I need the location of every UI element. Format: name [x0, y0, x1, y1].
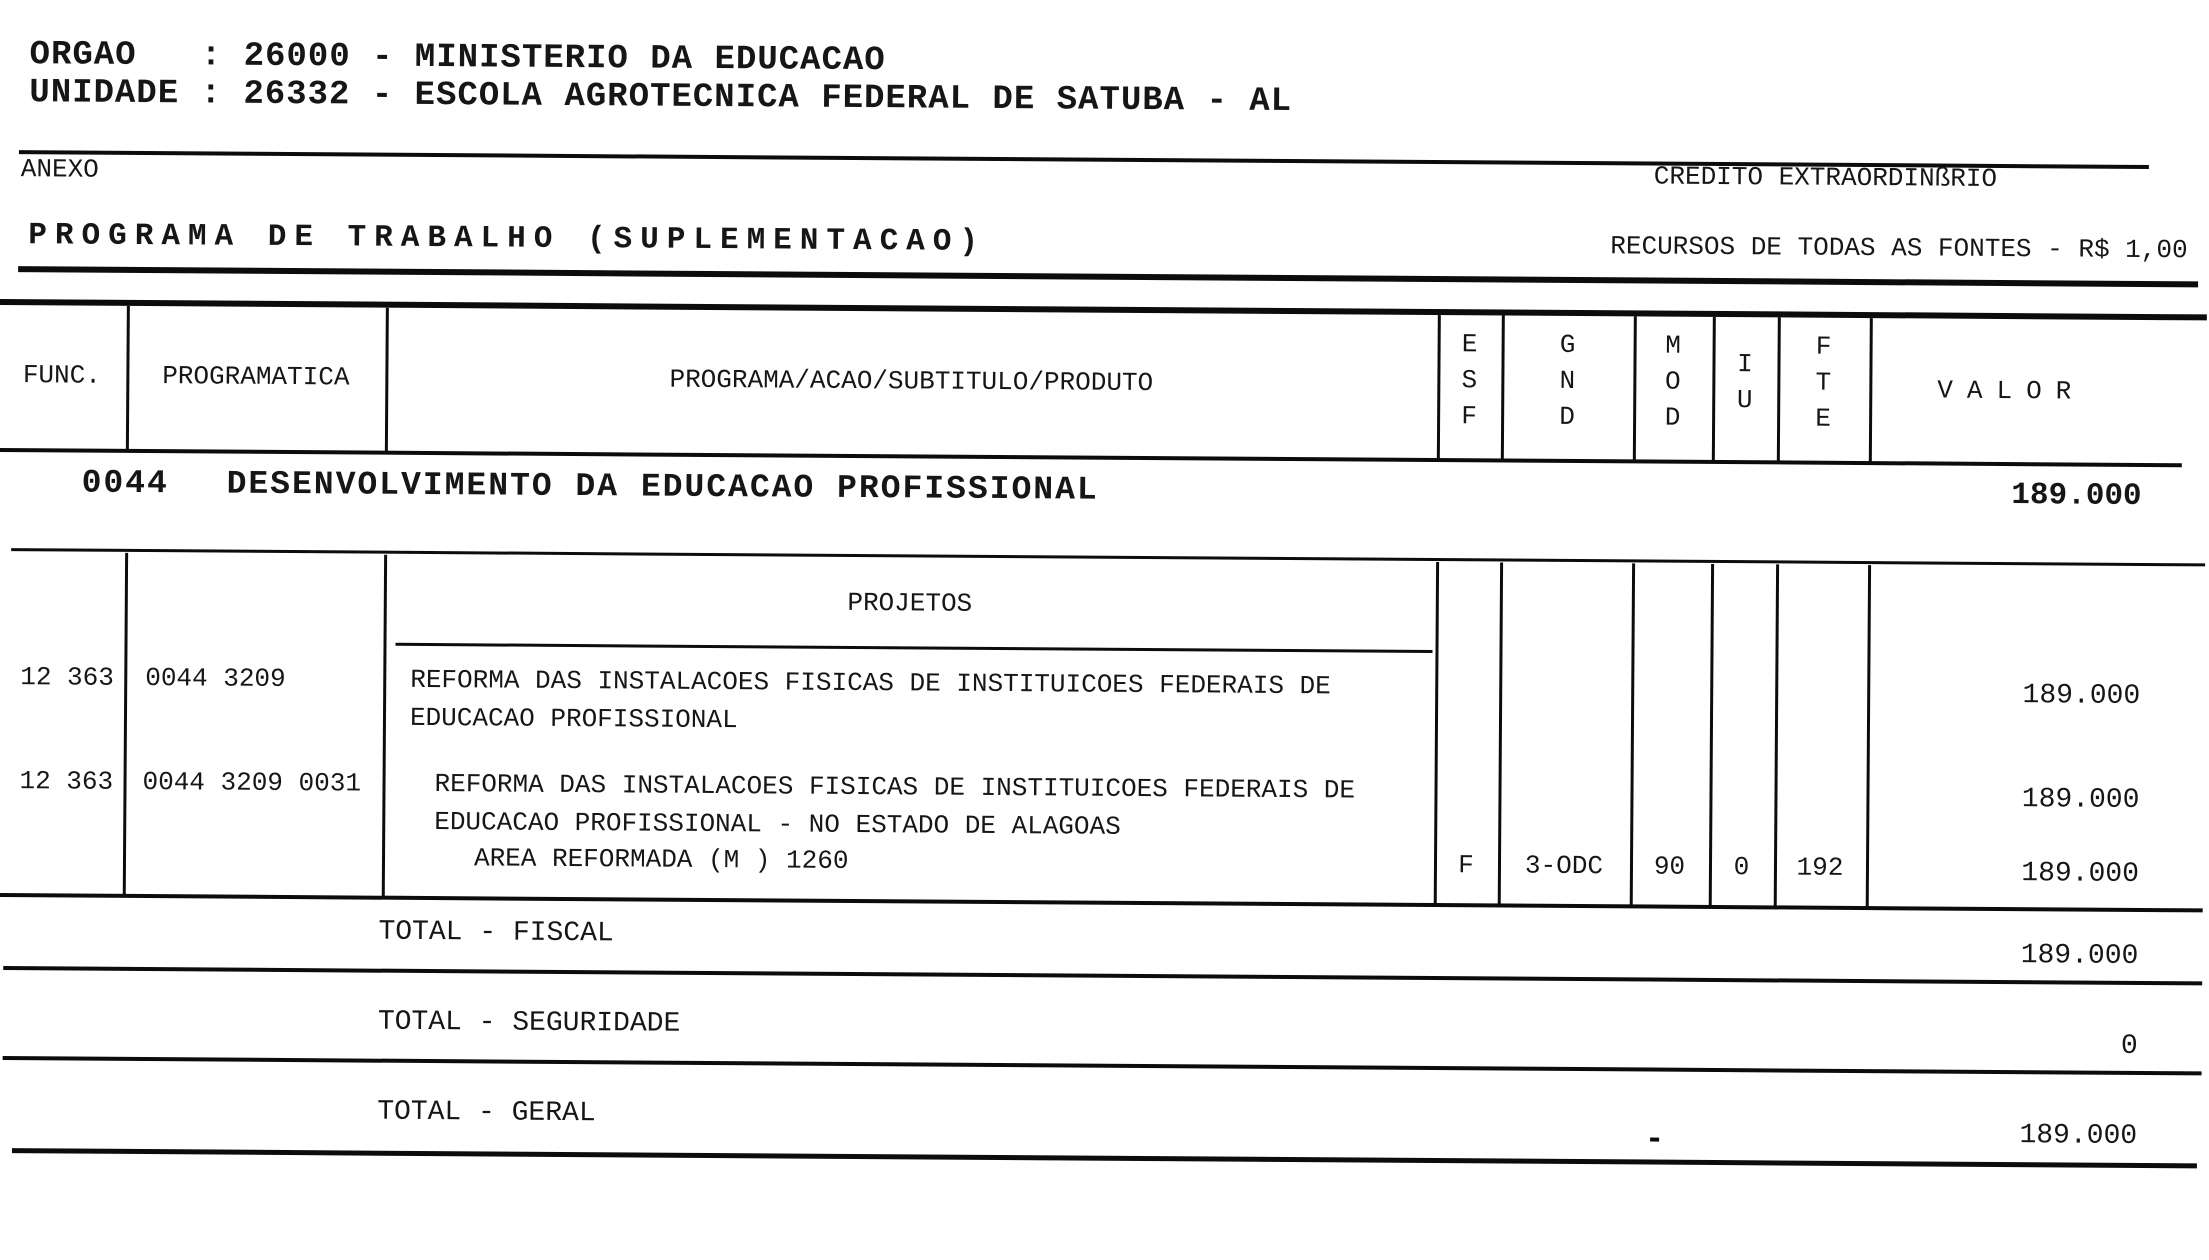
- row2-esf: F: [1458, 850, 1474, 881]
- col-header-fte: F T E: [1815, 331, 1832, 434]
- row2-gnd: 3-ODC: [1524, 850, 1604, 882]
- total-seguridade-separator: [3, 1056, 2202, 1075]
- program-row-separator: [11, 548, 2205, 566]
- credito-label: CREDITO EXTRAORDINßRIO: [1653, 161, 1998, 194]
- col-header-programa: PROGRAMA/ACAO/SUBTITULO/PRODUTO: [669, 364, 1154, 399]
- total-seguridade-valor: 0: [2120, 1030, 2138, 1062]
- row1-valor: 189.000: [2022, 680, 2141, 712]
- row2-valor: 189.000: [2021, 784, 2140, 816]
- total-fiscal-separator: [3, 966, 2202, 985]
- table-top-border: [0, 299, 2207, 320]
- program-code: 0044: [81, 464, 169, 503]
- row2-desc-line1: REFORMA DAS INSTALACOES FISICAS DE INSTITUICOES FEDERAIS DE: [434, 769, 1356, 806]
- body-bottom-border: [0, 893, 2203, 912]
- orgao-line: ORGAO : 26000 - MINISTERIO DA EDUCACAO: [29, 36, 886, 81]
- section-underline: [396, 643, 1433, 653]
- row1-func: 12 363: [20, 662, 115, 693]
- header-bottom-border: [0, 448, 2182, 467]
- row1-desc-line2: EDUCACAO PROFISSIONAL: [409, 702, 738, 736]
- body-divider-func: [123, 553, 128, 897]
- row2-valor-produto: 189.000: [2021, 858, 2140, 890]
- total-fiscal-valor: 189.000: [2020, 940, 2139, 972]
- col-header-iu: I U: [1736, 349, 1753, 416]
- anexo-label: ANEXO: [20, 154, 99, 185]
- row2-programatica: 0044 3209 0031: [142, 767, 362, 799]
- section-heading-projetos: PROJETOS: [847, 587, 973, 619]
- unidade-line: UNIDADE : 26332 - ESCOLA AGROTECNICA FEDERAL DE SATUBA - AL: [29, 74, 1293, 122]
- row1-programatica: 0044 3209: [145, 663, 286, 695]
- page-title: PROGRAMA DE TRABALHO (SUPLEMENTACAO): [28, 218, 987, 260]
- total-geral-valor: 189.000: [2019, 1120, 2138, 1152]
- col-header-mod: M O D: [1664, 330, 1682, 433]
- program-title: DESENVOLVIMENTO DA EDUCACAO PROFISSIONAL: [226, 465, 1099, 509]
- row2-produto: AREA REFORMADA (M ) 1260: [473, 843, 849, 876]
- col-header-func: FUNC.: [22, 360, 101, 391]
- row2-func: 12 363: [19, 766, 114, 797]
- total-geral-label: TOTAL - GERAL: [377, 1096, 596, 1130]
- col-header-gnd: G N D: [1559, 329, 1576, 433]
- thick-rule-upper: [18, 266, 2198, 287]
- row2-mod: 90: [1653, 851, 1686, 882]
- scan-artifact-dot: [1650, 1138, 1659, 1142]
- row2-iu: 0: [1733, 852, 1750, 883]
- col-header-programatica: PROGRAMATICA: [162, 361, 350, 393]
- col-header-esf: E S F: [1461, 329, 1478, 432]
- recursos-label: RECURSOS DE TODAS AS FONTES - R$ 1,00: [1610, 231, 2188, 266]
- row2-fte: 192: [1796, 852, 1844, 883]
- total-fiscal-label: TOTAL - FISCAL: [378, 916, 614, 950]
- row1-desc-line1: REFORMA DAS INSTALACOES FISICAS DE INSTITUICOES FEDERAIS DE: [410, 664, 1331, 702]
- col-header-valor: VALOR: [1937, 375, 2086, 407]
- row2-desc-line2: EDUCACAO PROFISSIONAL - NO ESTADO DE ALAGOAS: [434, 807, 1121, 842]
- program-valor: 189.000: [2011, 478, 2142, 514]
- page-bottom-border: [12, 1148, 2197, 1168]
- body-divider-val-l: [1866, 565, 1871, 909]
- total-seguridade-label: TOTAL - SEGURIDADE: [377, 1006, 681, 1040]
